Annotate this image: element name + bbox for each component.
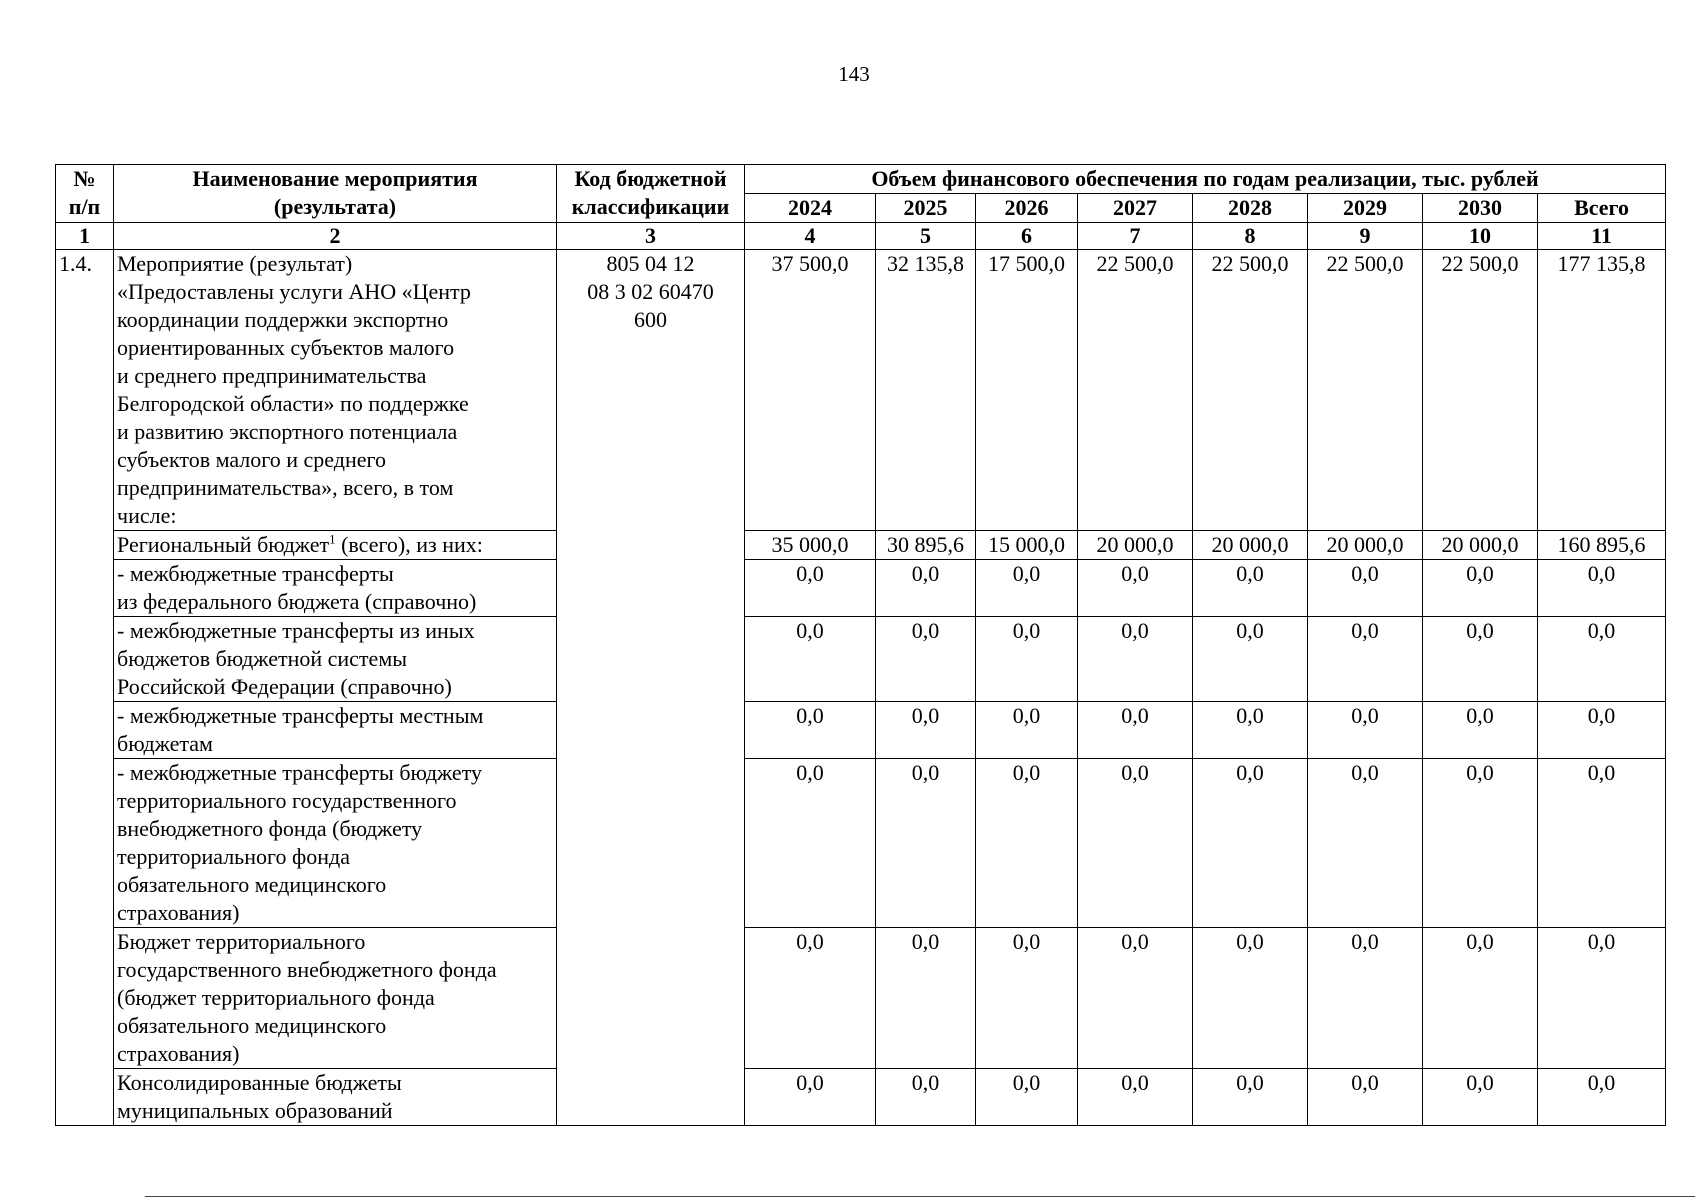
value-cell: 0,0 <box>1078 759 1193 928</box>
value-cell: 0,0 <box>976 928 1078 1069</box>
value-cell: 32 135,8 <box>876 250 976 531</box>
value-cell: 0,0 <box>1078 702 1193 759</box>
column-number: 10 <box>1423 223 1538 250</box>
value-cell-total: 0,0 <box>1538 560 1666 617</box>
value-cell: 15 000,0 <box>976 531 1078 560</box>
value-cell: 0,0 <box>1078 617 1193 702</box>
row-label: - межбюджетные трансферты из иных бюджетов бюджетной системы Российской Федерации (справочно) <box>114 617 557 702</box>
value-cell: 0,0 <box>1193 759 1308 928</box>
header-year: 2029 <box>1308 194 1423 223</box>
header-year: 2028 <box>1193 194 1308 223</box>
header-year: 2027 <box>1078 194 1193 223</box>
table-row-transfer-federal <box>56 560 1666 617</box>
value-cell: 0,0 <box>1308 560 1423 617</box>
header-name: Наименование мероприятия (результата) <box>114 165 557 223</box>
value-cell: 20 000,0 <box>1193 531 1308 560</box>
header-year: 2026 <box>976 194 1078 223</box>
value-cell: 22 500,0 <box>1193 250 1308 531</box>
column-number: 4 <box>745 223 876 250</box>
value-cell: 0,0 <box>876 617 976 702</box>
header-code: Код бюджетной классификации <box>557 165 745 223</box>
value-cell: 0,0 <box>1308 702 1423 759</box>
value-cell: 0,0 <box>1308 759 1423 928</box>
value-cell: 0,0 <box>1193 617 1308 702</box>
value-cell: 0,0 <box>1423 560 1538 617</box>
value-cell: 0,0 <box>1308 617 1423 702</box>
value-cell: 0,0 <box>1423 617 1538 702</box>
row-label <box>114 531 557 560</box>
column-number: 1 <box>56 223 114 250</box>
value-cell: 0,0 <box>1193 560 1308 617</box>
header-num: № п/п <box>56 165 114 223</box>
budget-code: 805 04 12 08 3 02 60470 600 <box>557 250 745 1126</box>
row-label: - межбюджетные трансферты местным бюджетам <box>114 702 557 759</box>
value-cell: 0,0 <box>745 702 876 759</box>
value-cell: 0,0 <box>976 759 1078 928</box>
value-cell: 0,0 <box>1308 1069 1423 1126</box>
column-number: 7 <box>1078 223 1193 250</box>
column-number: 2 <box>114 223 557 250</box>
value-cell: 22 500,0 <box>1078 250 1193 531</box>
value-cell: 20 000,0 <box>1423 531 1538 560</box>
regional-budget-label-suffix: (всего), из них: <box>335 532 483 557</box>
regional-budget-label: Региональный бюджет <box>117 532 330 557</box>
column-number: 6 <box>976 223 1078 250</box>
value-cell-total: 177 135,8 <box>1538 250 1666 531</box>
value-cell: 37 500,0 <box>745 250 876 531</box>
row-label: Консолидированные бюджеты муниципальных образований <box>114 1069 557 1126</box>
value-cell: 20 000,0 <box>1078 531 1193 560</box>
value-cell: 17 500,0 <box>976 250 1078 531</box>
row-label: - межбюджетные трансферты из федерального бюджета (справочно) <box>114 560 557 617</box>
header-year: 2024 <box>745 194 876 223</box>
value-cell: 0,0 <box>745 560 876 617</box>
column-number: 8 <box>1193 223 1308 250</box>
value-cell: 0,0 <box>1193 1069 1308 1126</box>
header-year: 2025 <box>876 194 976 223</box>
table-row-fund-budget <box>56 928 1666 1069</box>
value-cell: 0,0 <box>1193 702 1308 759</box>
value-cell-total: 160 895,6 <box>1538 531 1666 560</box>
value-cell: 0,0 <box>876 928 976 1069</box>
value-cell-total: 0,0 <box>1538 928 1666 1069</box>
column-number-row <box>56 223 1666 250</box>
row-label: Бюджет территориального государственного внебюджетного фонда (бюджет территориального фонда обязательного медицинского страхования) <box>114 928 557 1069</box>
value-cell: 0,0 <box>745 1069 876 1126</box>
column-number: 9 <box>1308 223 1423 250</box>
value-cell: 20 000,0 <box>1308 531 1423 560</box>
row-label: - межбюджетные трансферты бюджету территориального государственного внебюджетного фонда (бюджету территориального фонда обязательного медицинского страхования) <box>114 759 557 928</box>
value-cell: 0,0 <box>1078 928 1193 1069</box>
header-year: 2030 <box>1423 194 1538 223</box>
item-number: 1.4. <box>56 250 114 1126</box>
page-number: 143 <box>838 62 870 86</box>
value-cell: 0,0 <box>1193 928 1308 1069</box>
value-cell: 0,0 <box>976 560 1078 617</box>
value-cell: 0,0 <box>1078 1069 1193 1126</box>
value-cell: 0,0 <box>876 702 976 759</box>
table-row-transfer-local <box>56 702 1666 759</box>
row-label: Мероприятие (результат) «Предоставлены услуги АНО «Центр координации поддержки экспортно ориентированных субъектов малого и среднего предпринимательства Белгородской области» по поддержке и развитию экспортного потенциала субъектов малого и среднего предпринимательства», всего, в том числе: <box>114 250 557 531</box>
header-total: Всего <box>1538 194 1666 223</box>
value-cell-total: 0,0 <box>1538 702 1666 759</box>
table-row-regional-budget <box>56 531 1666 560</box>
table-row-transfer-fund <box>56 759 1666 928</box>
bottom-divider <box>145 1196 1695 1197</box>
value-cell: 0,0 <box>876 560 976 617</box>
value-cell: 0,0 <box>1423 928 1538 1069</box>
value-cell: 0,0 <box>976 617 1078 702</box>
value-cell: 0,0 <box>1423 702 1538 759</box>
financing-table <box>55 164 1666 1126</box>
value-cell: 0,0 <box>1423 1069 1538 1126</box>
table-row-activity <box>56 250 1666 531</box>
header-row-1 <box>56 165 1666 194</box>
footnote-marker: 1 <box>329 531 336 547</box>
value-cell-total: 0,0 <box>1538 617 1666 702</box>
value-cell: 0,0 <box>976 702 1078 759</box>
value-cell: 0,0 <box>876 759 976 928</box>
value-cell: 30 895,6 <box>876 531 976 560</box>
value-cell: 0,0 <box>976 1069 1078 1126</box>
column-number: 11 <box>1538 223 1666 250</box>
value-cell: 0,0 <box>1308 928 1423 1069</box>
value-cell: 0,0 <box>1078 560 1193 617</box>
value-cell-total: 0,0 <box>1538 1069 1666 1126</box>
header-volume: Объем финансового обеспечения по годам реализации, тыс. рублей <box>745 165 1666 194</box>
table-row-transfer-other <box>56 617 1666 702</box>
value-cell: 0,0 <box>876 1069 976 1126</box>
column-number: 3 <box>557 223 745 250</box>
value-cell-total: 0,0 <box>1538 759 1666 928</box>
value-cell: 0,0 <box>745 928 876 1069</box>
value-cell: 22 500,0 <box>1308 250 1423 531</box>
value-cell: 35 000,0 <box>745 531 876 560</box>
value-cell: 0,0 <box>1423 759 1538 928</box>
value-cell: 0,0 <box>745 617 876 702</box>
column-number: 5 <box>876 223 976 250</box>
table-row-municipal <box>56 1069 1666 1126</box>
value-cell: 0,0 <box>745 759 876 928</box>
value-cell: 22 500,0 <box>1423 250 1538 531</box>
